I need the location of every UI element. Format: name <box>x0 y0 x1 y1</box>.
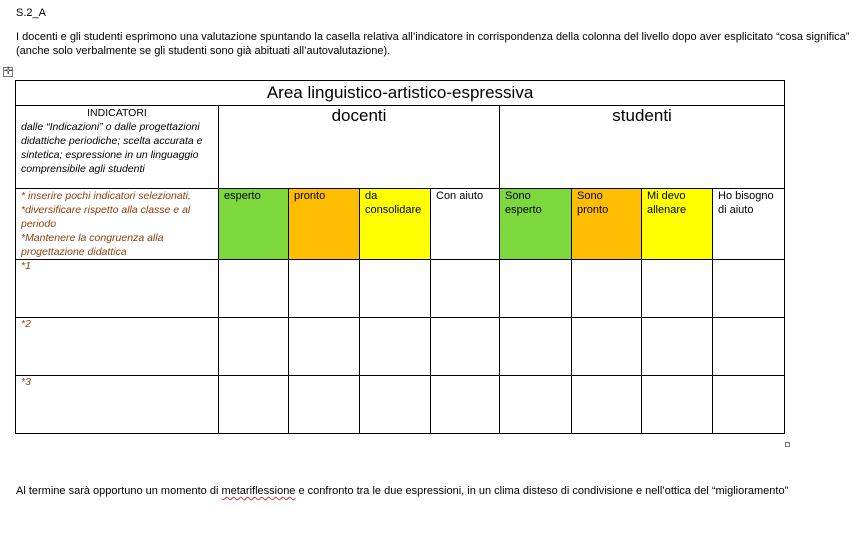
assessment-cell[interactable] <box>289 260 360 318</box>
assessment-cell[interactable] <box>642 318 713 376</box>
table-row <box>16 376 785 434</box>
intro-line-1: I docenti e gli studenti esprimono una valutazione spuntando la casella relativa all’indicatore in corrispondenza della colonna del livello dopo aver esplicitato “cosa significa” <box>16 31 850 43</box>
area-title: Area linguistico-artistico-espressiva <box>16 81 785 106</box>
assessment-cell[interactable] <box>572 376 642 434</box>
document-code: S.2_A <box>16 7 46 19</box>
assessment-cell[interactable] <box>289 376 360 434</box>
table-move-icon[interactable]: ✛ <box>4 66 13 77</box>
assessment-cell[interactable] <box>219 260 289 318</box>
indicators-description: dalle “Indicazioni” o dalle progettazioni didattiche periodiche; scelta accurata e sintetica; espressione in un linguaggio comprensibile agli studenti <box>21 121 203 175</box>
assessment-cell[interactable] <box>713 376 785 434</box>
evaluation-table <box>15 80 785 434</box>
level-docenti-pronto: pronto <box>289 189 360 260</box>
instructions-cell[interactable] <box>16 189 219 260</box>
table-resize-icon[interactable] <box>785 442 790 447</box>
assessment-cell[interactable] <box>500 318 572 376</box>
misspelled-word[interactable]: metariflessione <box>221 485 296 497</box>
assessment-cell[interactable] <box>642 376 713 434</box>
level-studenti-sono-pronto: Sono pronto <box>572 189 642 260</box>
level-studenti-mi-devo-allenare: Mi devo allenare <box>642 189 713 260</box>
assessment-cell[interactable] <box>360 318 431 376</box>
instruction-line: * inserire pochi indicatori selezionati, <box>21 190 191 202</box>
indicators-title: INDICATORI <box>87 107 147 119</box>
studenti-header: studenti <box>500 106 785 189</box>
docenti-header: docenti <box>219 106 500 189</box>
assessment-cell[interactable] <box>572 260 642 318</box>
indicator-label-cell[interactable]: *3 <box>16 376 219 434</box>
assessment-cell[interactable] <box>713 260 785 318</box>
assessment-cell[interactable] <box>431 318 500 376</box>
level-studenti-ho-bisogno-di-aiuto: Ho bisogno di aiuto <box>713 189 785 260</box>
level-docenti-con-aiuto: Con aiuto <box>431 189 500 260</box>
level-docenti-da-consolidare: da consolidare <box>360 189 431 260</box>
level-docenti-esperto: esperto <box>219 189 289 260</box>
closing-text-start: Al termine sarà opportuno un momento di <box>16 485 222 497</box>
table-row <box>16 260 785 318</box>
closing-text-end: e confronto tra le due espressioni, in un clima disteso di condivisione e nell’ottica del “miglioramento” <box>295 485 789 497</box>
closing-paragraph <box>16 485 856 497</box>
table-row <box>16 318 785 376</box>
assessment-cell[interactable] <box>431 376 500 434</box>
assessment-cell[interactable] <box>572 318 642 376</box>
indicator-label-cell[interactable]: *1 <box>16 260 219 318</box>
instruction-line: *Mantenere la congruenza alla progettazione didattica <box>21 232 164 258</box>
assessment-cell[interactable] <box>431 260 500 318</box>
assessment-cell[interactable] <box>289 318 360 376</box>
assessment-cell[interactable] <box>500 376 572 434</box>
level-studenti-sono-esperto: Sono esperto <box>500 189 572 260</box>
intro-line-2: (anche solo verbalmente se gli studenti sono già abituati all’autovalutazione). <box>16 45 391 57</box>
assessment-cell[interactable] <box>360 376 431 434</box>
assessment-cell[interactable] <box>219 376 289 434</box>
intro-paragraph <box>16 30 856 58</box>
assessment-cell[interactable] <box>500 260 572 318</box>
instruction-line: *diversificare rispetto alla classe e al periodo <box>21 204 191 230</box>
indicator-label-cell[interactable]: *2 <box>16 318 219 376</box>
assessment-cell[interactable] <box>219 318 289 376</box>
assessment-cell[interactable] <box>642 260 713 318</box>
assessment-cell[interactable] <box>360 260 431 318</box>
indicators-header-cell[interactable] <box>16 106 219 189</box>
assessment-cell[interactable] <box>713 318 785 376</box>
